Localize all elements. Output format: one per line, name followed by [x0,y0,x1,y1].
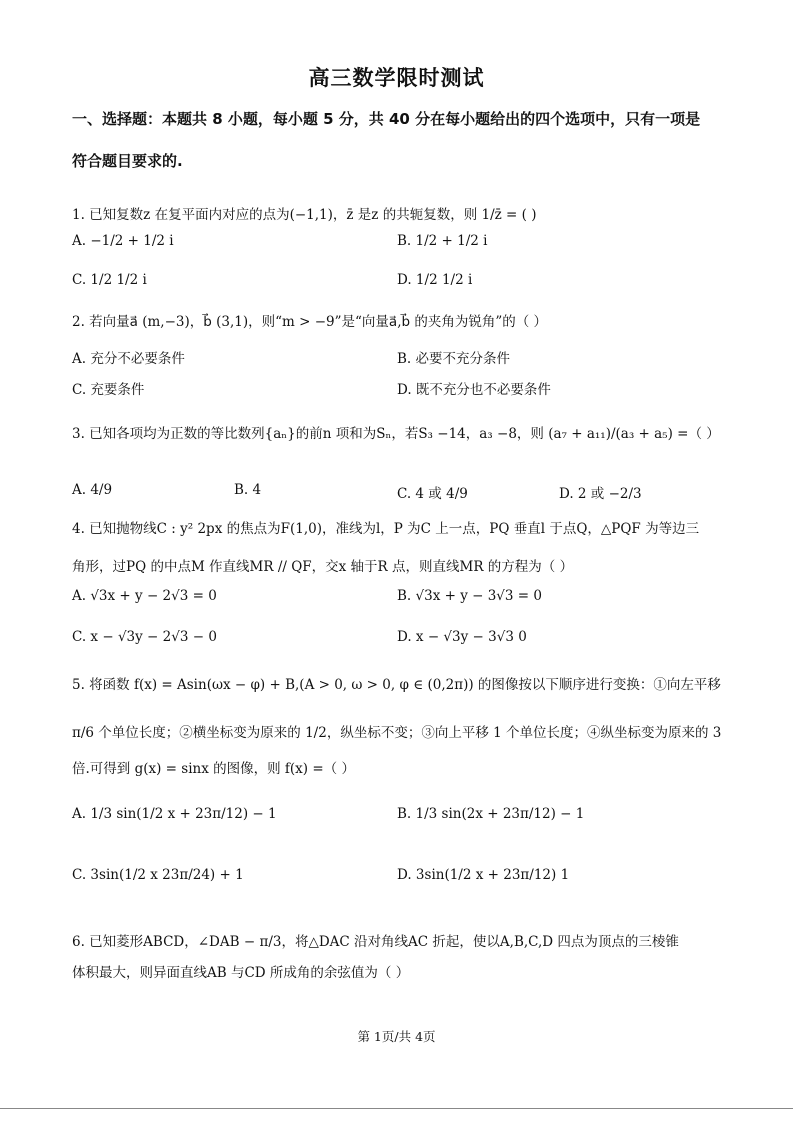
question-2-option-d: D. 既不充分也不必要条件 [397,382,551,398]
question-5-option-c: C. 3sin(1/2 x 23π/24) + 1 [72,867,244,883]
question-1-option-b: B. 1/2 + 1/2 i [397,233,488,249]
section-heading-line-1: 一、选择题：本题共 8 小题，每小题 5 分，共 40 分在每小题给出的四个选项中，只有一项是 [72,110,701,128]
question-4-option-c: C. x − √3y − 2√3 − 0 [72,629,217,645]
question-6-stem-line-2: 体积最大，则异面直线AB 与CD 所成角的余弦值为（ ） [72,965,410,981]
question-1-option-d: D. 1/2 1/2 i [397,272,473,288]
question-4-stem-line-1: 4. 已知抛物线C : y² 2px 的焦点为F(1,0)，准线为l，P 为C 上一点，PQ 垂直l 于点Q，△PQF 为等边三 [72,521,700,537]
question-2-option-c: C. 充要条件 [72,382,145,398]
section-heading-line-2: 符合题目要求的. [72,152,183,170]
question-3-stem: 3. 已知各项均为正数的等比数列{aₙ}的前n 项和为Sₙ，若S₃ −14，a₃ −8，则 (a₇ + a₁₁)/(a₃ + a₅) =（ ） [72,426,720,442]
question-1-stem: 1. 已知复数z 在复平面内对应的点为(−1,1)，z̄ 是z 的共轭复数，则 1/z̄ = ( ) [72,207,537,223]
question-4-option-a: A. √3x + y − 2√3 = 0 [72,588,217,604]
page-footer: 第 1页/共 4页 [357,1029,436,1044]
page-title: 高三数学限时测试 [308,66,485,90]
question-4-stem-line-2: 角形，过PQ 的中点M 作直线MR // QF，交x 轴于R 点，则直线MR 的方程为（ ） [72,559,574,575]
question-2-option-b: B. 必要不充分条件 [397,351,511,367]
question-3-option-d: D. 2 或 −2/3 [559,486,642,502]
page-bottom-border [0,1108,793,1109]
question-3-option-c: C. 4 或 4/9 [397,486,468,502]
question-2-stem: 2. 若向量a⃗ (m,−3)，b⃗ (3,1)，则“m > −9”是“向量a⃗,b⃗ 的夹角为锐角”的（ ） [72,314,548,330]
question-1-option-c: C. 1/2 1/2 i [72,272,147,288]
question-5-option-d: D. 3sin(1/2 x + 23π/12) 1 [397,867,570,883]
question-5-stem-line-2: π/6 个单位长度；②横坐标变为原来的 1/2，纵坐标不变；③向上平移 1 个单位长度；④纵坐标变为原来的 3 [72,725,722,741]
question-3-option-b: B. 4 [234,482,262,498]
question-4-option-d: D. x − √3y − 3√3 0 [397,629,527,645]
question-5-option-a: A. 1/3 sin(1/2 x + 23π/12) − 1 [72,806,277,822]
question-5-stem-line-3: 倍.可得到 g(x) = sinx 的图像，则 f(x) =（ ） [72,761,355,777]
question-3-option-a: A. 4/9 [72,482,113,498]
question-4-option-b: B. √3x + y − 3√3 = 0 [397,588,542,604]
question-5-option-b: B. 1/3 sin(2x + 23π/12) − 1 [397,806,585,822]
question-2-option-a: A. 充分不必要条件 [72,351,185,367]
question-1-option-a: A. −1/2 + 1/2 i [72,233,174,249]
question-5-stem-line-1: 5. 将函数 f(x) = Asin(ωx − φ) + B,(A > 0, ω > 0, φ ∈ (0,2π)) 的图像按以下顺序进行变换：①向左平移 [72,677,721,693]
question-6-stem-line-1: 6. 已知菱形ABCD，∠DAB − π/3，将△DAC 沿对角线AC 折起，使以A,B,C,D 四点为顶点的三棱锥 [72,934,679,950]
